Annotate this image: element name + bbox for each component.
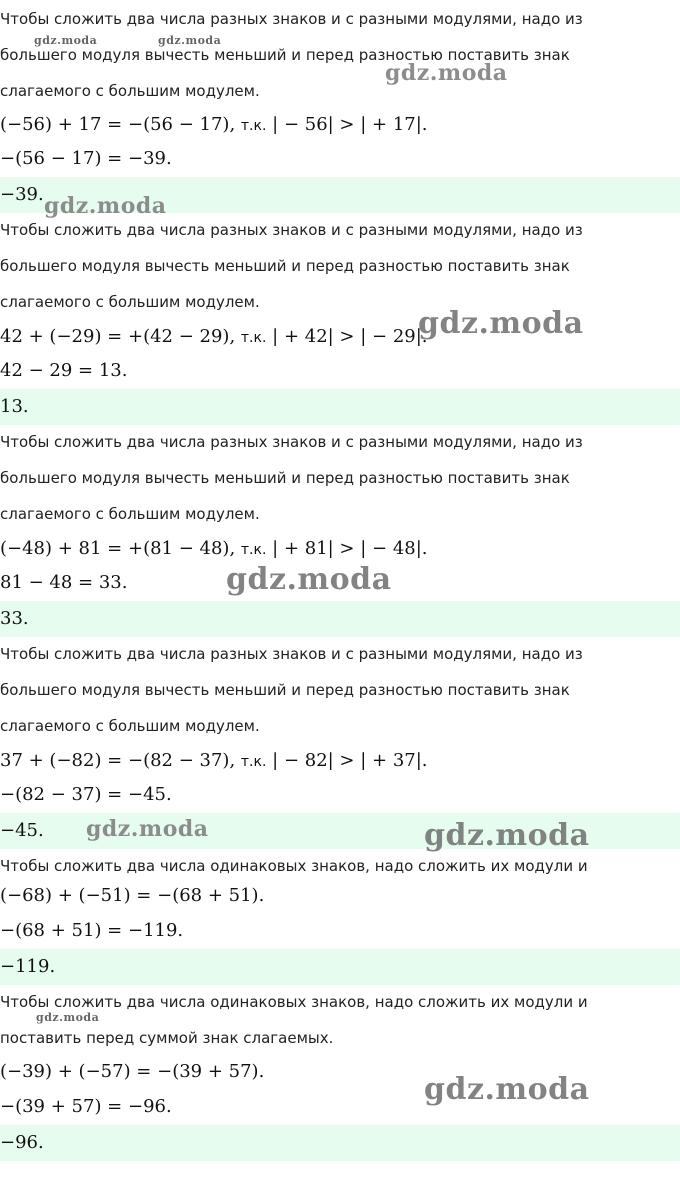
equation-main: (−56) + 17 = −(56 − 17), xyxy=(0,114,236,135)
rule-line: большего модуля вычесть меньший и перед разностью поставить знак xyxy=(0,257,570,275)
rule-line: слагаемого с большим модулем. xyxy=(0,82,260,100)
equation-line: −(68 + 51) = −119. xyxy=(0,920,184,941)
equation-line: 42 − 29 = 13. xyxy=(0,360,128,381)
rule-line: слагаемого с большим модулем. xyxy=(0,717,260,735)
answer-row: −45. xyxy=(0,813,680,849)
tk-abbrev: т.к. xyxy=(240,754,267,770)
rule-line: большего модуля вычесть меньший и перед разностью поставить знак xyxy=(0,469,570,487)
equation-main: 42 + (−29) = +(42 − 29), xyxy=(0,326,236,347)
tk-abbrev: т.к. xyxy=(240,330,267,346)
answer-row: −39. xyxy=(0,177,680,213)
rule-line: большего модуля вычесть меньший и перед разностью поставить знак xyxy=(0,46,570,64)
watermark-logo: gdz.moda xyxy=(36,1011,100,1024)
answer-row: 33. xyxy=(0,601,680,637)
equation-tail: | − 56| > | + 17|. xyxy=(272,114,428,135)
equation-line xyxy=(0,536,680,563)
rule-line: Чтобы сложить два числа разных знаков и с разными модулями, надо из xyxy=(0,433,583,451)
watermark-logo: gdz.moda xyxy=(424,818,590,853)
watermark-logo: gdz.moda xyxy=(226,562,392,597)
watermark-logo: gdz.moda xyxy=(158,34,222,47)
equation-tail: | + 42| > | − 29|. xyxy=(272,326,428,347)
answer-row: −96. xyxy=(0,1125,680,1161)
rule-line: Чтобы сложить два числа разных знаков и с разными модулями, надо из xyxy=(0,645,583,663)
watermark-logo: gdz.moda xyxy=(424,1072,590,1107)
rule-line: Чтобы сложить два числа разных знаков и с разными модулями, надо из xyxy=(0,221,583,239)
equation-line xyxy=(0,112,680,139)
watermark-logo: gdz.moda xyxy=(86,816,209,842)
rule-line: большего модуля вычесть меньший и перед разностью поставить знак xyxy=(0,681,570,699)
equation-tail: | − 82| > | + 37|. xyxy=(272,750,428,771)
equation-line: 81 − 48 = 33. xyxy=(0,572,128,593)
answer-row: 13. xyxy=(0,389,680,425)
rule-line: поставить перед суммой знак слагаемых. xyxy=(0,1029,334,1047)
equation-line: (−39) + (−57) = −(39 + 57). xyxy=(0,1061,265,1082)
rule-line: Чтобы сложить два числа разных знаков и с разными модулями, надо из xyxy=(0,10,583,28)
watermark-logo: gdz.moda xyxy=(44,193,167,219)
rule-line: слагаемого с большим модулем. xyxy=(0,505,260,523)
watermark-logo: gdz.moda xyxy=(418,306,584,341)
rule-line: слагаемого с большим модулем. xyxy=(0,293,260,311)
equation-tail: | + 81| > | − 48|. xyxy=(272,538,428,559)
tk-abbrev: т.к. xyxy=(240,542,267,558)
equation-line: (−68) + (−51) = −(68 + 51). xyxy=(0,885,265,906)
tk-abbrev: т.к. xyxy=(240,118,267,134)
watermark-logo: gdz.moda xyxy=(385,60,508,86)
equation-line xyxy=(0,748,680,775)
answer-row: −119. xyxy=(0,949,680,985)
equation-main: 37 + (−82) = −(82 − 37), xyxy=(0,750,236,771)
equation-line: −(56 − 17) = −39. xyxy=(0,148,172,169)
rule-line: Чтобы сложить два числа одинаковых знаков, надо сложить их модули и xyxy=(0,993,588,1011)
equation-line: −(82 − 37) = −45. xyxy=(0,784,172,805)
equation-line: −(39 + 57) = −96. xyxy=(0,1096,172,1117)
rule-line: Чтобы сложить два числа одинаковых знаков, надо сложить их модули и xyxy=(0,857,588,875)
watermark-logo: gdz.moda xyxy=(34,34,98,47)
equation-main: (−48) + 81 = +(81 − 48), xyxy=(0,538,236,559)
